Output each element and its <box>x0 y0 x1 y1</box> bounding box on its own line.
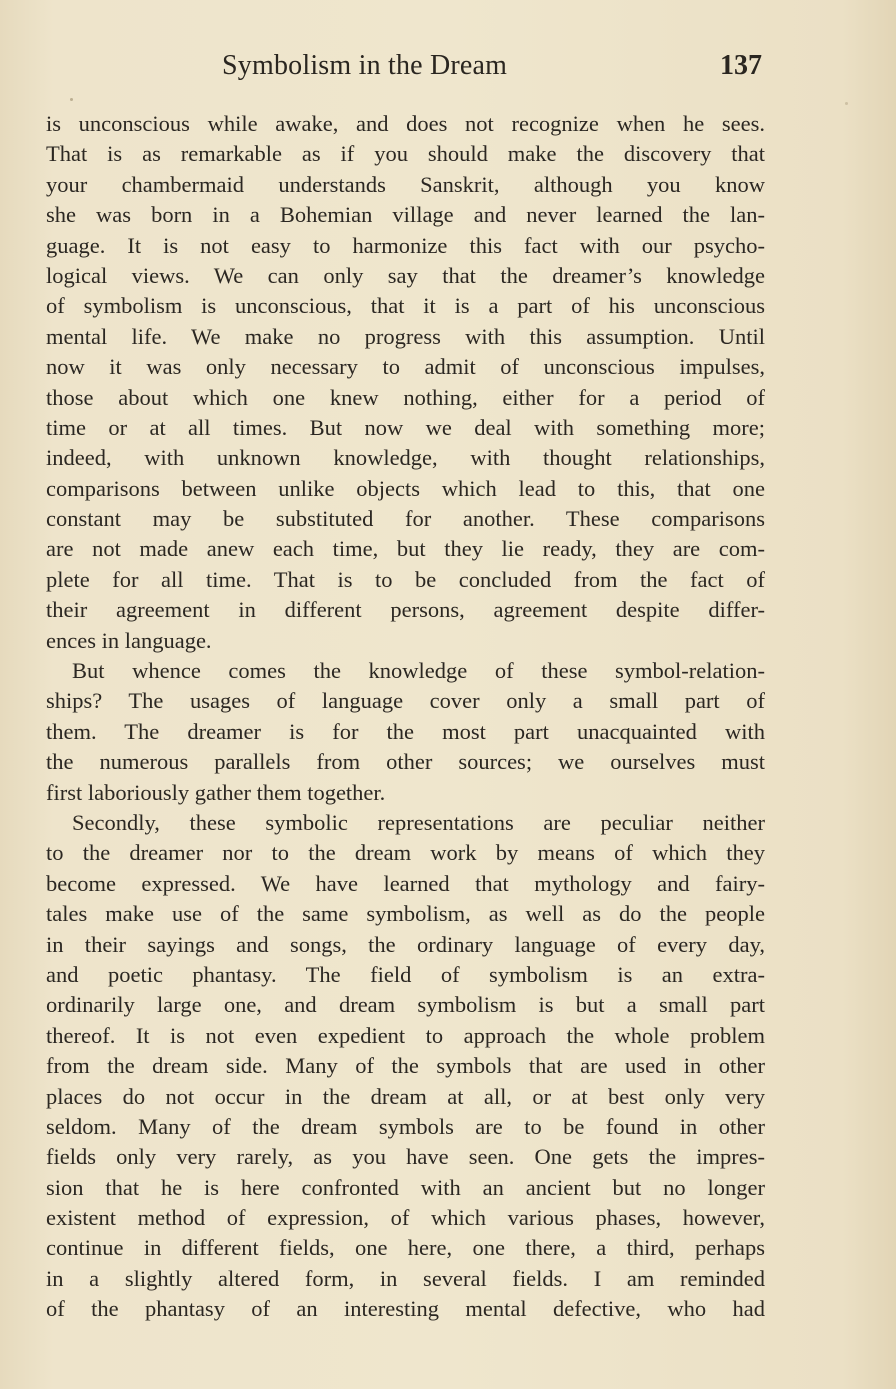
text-line: indeed, with unknown knowledge, with thought relationships, <box>46 445 765 471</box>
text-line: of symbolism is unconscious, that it is a part of his unconscious <box>46 293 765 319</box>
text-line: constant may be substituted for another. These comparisons <box>46 506 765 532</box>
text-line: in a slightly altered form, in several fields. I am reminded <box>46 1265 765 1291</box>
page-number: 137 <box>720 50 762 81</box>
text-line: from the dream side. Many of the symbols that are used in other <box>46 1053 765 1079</box>
text-line: now it was only necessary to admit of unconscious impulses, <box>46 354 765 380</box>
text-line: plete for all time. That is to be concluded from the fact of <box>46 566 765 592</box>
body-text <box>46 109 765 1325</box>
text-line: in their sayings and songs, the ordinary language of every day, <box>46 931 765 957</box>
paper-speck <box>845 102 848 105</box>
text-line: logical views. We can only say that the dreamer’s knowledge <box>46 262 765 288</box>
running-title: Symbolism in the Dream <box>222 50 508 81</box>
text-line: guage. It is not easy to harmonize this fact with our psycho- <box>46 232 765 258</box>
text-line: seldom. Many of the dream symbols are to be found in other <box>46 1113 765 1139</box>
text-line: time or at all times. But now we deal with something more; <box>46 414 765 440</box>
text-line: existent method of expression, of which various phases, however, <box>46 1205 765 1231</box>
text-line: become expressed. We have learned that mythology and fairy- <box>46 870 765 896</box>
text-line: But whence comes the knowledge of these symbol-relation- <box>72 658 765 684</box>
text-line: their agreement in different persons, agreement despite differ- <box>46 597 765 623</box>
text-line: continue in different fields, one here, one there, a third, perhaps <box>46 1235 765 1261</box>
text-line: first laboriously gather them together. <box>46 779 386 805</box>
text-line: ences in language. <box>46 627 212 653</box>
text-line: That is as remarkable as if you should make the discovery that <box>46 141 765 167</box>
text-line: she was born in a Bohemian village and never learned the lan- <box>46 202 765 228</box>
text-line: fields only very rarely, as you have seen. One gets the impres- <box>46 1144 765 1170</box>
text-line: ships? The usages of language cover only a small part of <box>46 688 765 714</box>
text-line: tales make use of the same symbolism, as well as do the people <box>46 901 765 927</box>
text-line: and poetic phantasy. The field of symbolism is an extra- <box>46 961 765 987</box>
text-line: Secondly, these symbolic representations are peculiar neither <box>72 809 765 835</box>
text-line: comparisons between unlike objects which lead to this, that one <box>46 475 765 501</box>
text-line: are not made anew each time, but they lie ready, they are com- <box>46 536 765 562</box>
text-line: sion that he is here confronted with an ancient but no longer <box>46 1174 765 1200</box>
text-line: of the phantasy of an interesting mental defective, who had <box>46 1296 765 1322</box>
text-line: those about which one knew nothing, either for a period of <box>46 384 765 410</box>
text-line: the numerous parallels from other sources; we ourselves must <box>46 749 765 775</box>
paper-speck <box>70 98 73 101</box>
text-line: to the dreamer nor to the dream work by means of which they <box>46 840 765 866</box>
text-line: is unconscious while awake, and does not recognize when he sees. <box>46 111 765 136</box>
text-line: mental life. We make no progress with this assumption. Until <box>46 323 765 349</box>
text-line: them. The dreamer is for the most part unacquainted with <box>46 718 765 744</box>
text-line: places do not occur in the dream at all, or at best only very <box>46 1083 765 1109</box>
text-line: ordinarily large one, and dream symbolism is but a small part <box>46 992 765 1018</box>
text-line: thereof. It is not even expedient to approach the whole problem <box>46 1022 765 1048</box>
page-header <box>46 50 762 86</box>
text-line: your chambermaid understands Sanskrit, although you know <box>46 171 765 197</box>
